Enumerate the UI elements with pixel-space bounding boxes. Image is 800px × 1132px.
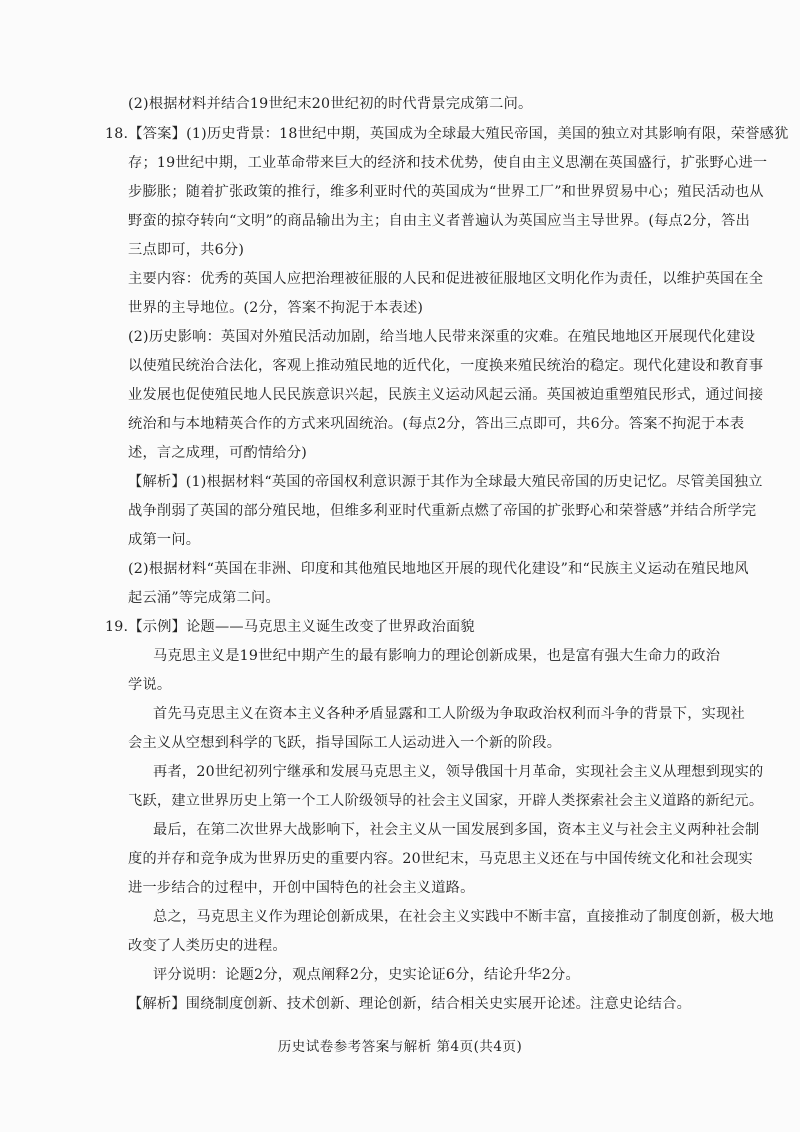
text-line-21: 学说。	[128, 677, 172, 693]
text-line-3: 存；19世纪中期，工业革命带来巨大的经济和技术优势，使自由主义思潮在英国盛行，扩张野心进一	[128, 155, 768, 171]
text-line-26: 最后，在第二次世界大战影响下，社会主义从一国发展到多国，资本主义与社会主义两种社会制	[153, 822, 760, 838]
text-line-31: 评分说明：论题2分，观点阐释2分，史实论证6分，结论升华2分。	[153, 967, 580, 983]
text-line-10: 以使殖民统治合法化，客观上推动殖民地的近代化，一度换来殖民统治的稳定。现代化建设和教育事	[128, 358, 764, 374]
text-line-7: 主要内容：优秀的英国人应把治理被征服的人民和促进被征服地区文明化作为责任，以维护英国在全	[128, 271, 764, 287]
text-line-24: 再者，20世纪初列宁继承和发展马克思主义，领导俄国十月革命，实现社会主义从理想到现实的	[153, 764, 764, 780]
text-line-19: 19.【示例】论题——马克思主义诞生改变了世界政治面貌	[105, 619, 475, 635]
text-line-14: 【解析】(1)根据材料“英国的帝国权利意识源于其作为全球最大殖民帝国的历史记忆。尽管美国独立	[128, 474, 763, 490]
text-line-13: 述，言之成理，可酌情给分)	[128, 445, 308, 461]
text-line-18: 起云涌”等完成第二问。	[128, 590, 280, 606]
text-line-2: 18.【答案】(1)历史背景：18世纪中期，英国成为全球最大殖民帝国，美国的独立对其影响有限，荣誉感犹	[105, 126, 789, 142]
page-footer: 历史试卷参考答案与解析 第4页(共4页)	[277, 1039, 523, 1055]
text-line-16: 成第一问。	[128, 532, 201, 548]
text-line-32: 【解析】围绕制度创新、技术创新、理论创新，结合相关史实展开论述。注意史论结合。	[128, 996, 692, 1012]
text-line-27: 度的并存和竞争成为世界历史的重要内容。20世纪末，马克思主义还在与中国传统文化和社会现实	[128, 851, 753, 867]
text-line-6: 三点即可，共6分)	[128, 242, 245, 258]
text-line-11: 业发展也促使殖民地人民民族意识兴起，民族主义运动风起云涌。英国被迫重塑殖民形式，通过间接	[128, 387, 764, 403]
text-line-8: 世界的主导地位。(2分，答案不拘泥于本表述)	[128, 300, 424, 316]
text-line-12: 统治和与本地精英合作的方式来巩固统治。(每点2分，答出三点即可，共6分。答案不拘泥于本表	[128, 416, 745, 432]
text-line-28: 进一步结合的过程中，开创中国特色的社会主义道路。	[128, 880, 475, 896]
text-line-22: 首先马克思主义在资本主义各种矛盾显露和工人阶级为争取政治权利而斗争的背景下，实现社	[153, 706, 745, 722]
text-line-17: (2)根据材料“英国在非洲、印度和其他殖民地地区开展的现代化建设”和“民族主义运动在殖民地风	[128, 561, 749, 577]
text-line-30: 改变了人类历史的进程。	[128, 938, 287, 954]
text-line-9: (2)历史影响：英国对外殖民活动加剧，给当地人民带来深重的灾难。在殖民地地区开展现代化建设	[128, 329, 756, 345]
text-line-4: 步膨胀；随着扩张政策的推行，维多利亚时代的英国成为“世界工厂”和世界贸易中心；殖民活动也从	[128, 184, 764, 200]
text-line-5: 野蛮的掠夺转向“文明”的商品输出为主；自由主义者普遍认为英国应当主导世界。(每点2分，答出	[128, 213, 751, 229]
text-line-20: 马克思主义是19世纪中期产生的最有影响力的理论创新成果，也是富有强大生命力的政治	[153, 648, 721, 664]
text-line-25: 飞跃，建立世界历史上第一个工人阶级领导的社会主义国家，开辟人类探索社会主义道路的新纪元。	[128, 793, 764, 809]
text-line-15: 战争削弱了英国的部分殖民地，但维多利亚时代重新点燃了帝国的扩张野心和荣誉感”并结合所学完	[128, 503, 757, 519]
text-line-29: 总之，马克思主义作为理论创新成果，在社会主义实践中不断丰富，直接推动了制度创新，极大地	[153, 909, 774, 925]
text-line-23: 会主义从空想到科学的飞跃，指导国际工人运动进入一个新的阶段。	[128, 735, 562, 751]
text-line-1: (2)根据材料并结合19世纪末20世纪初的时代背景完成第二问。	[128, 96, 533, 112]
